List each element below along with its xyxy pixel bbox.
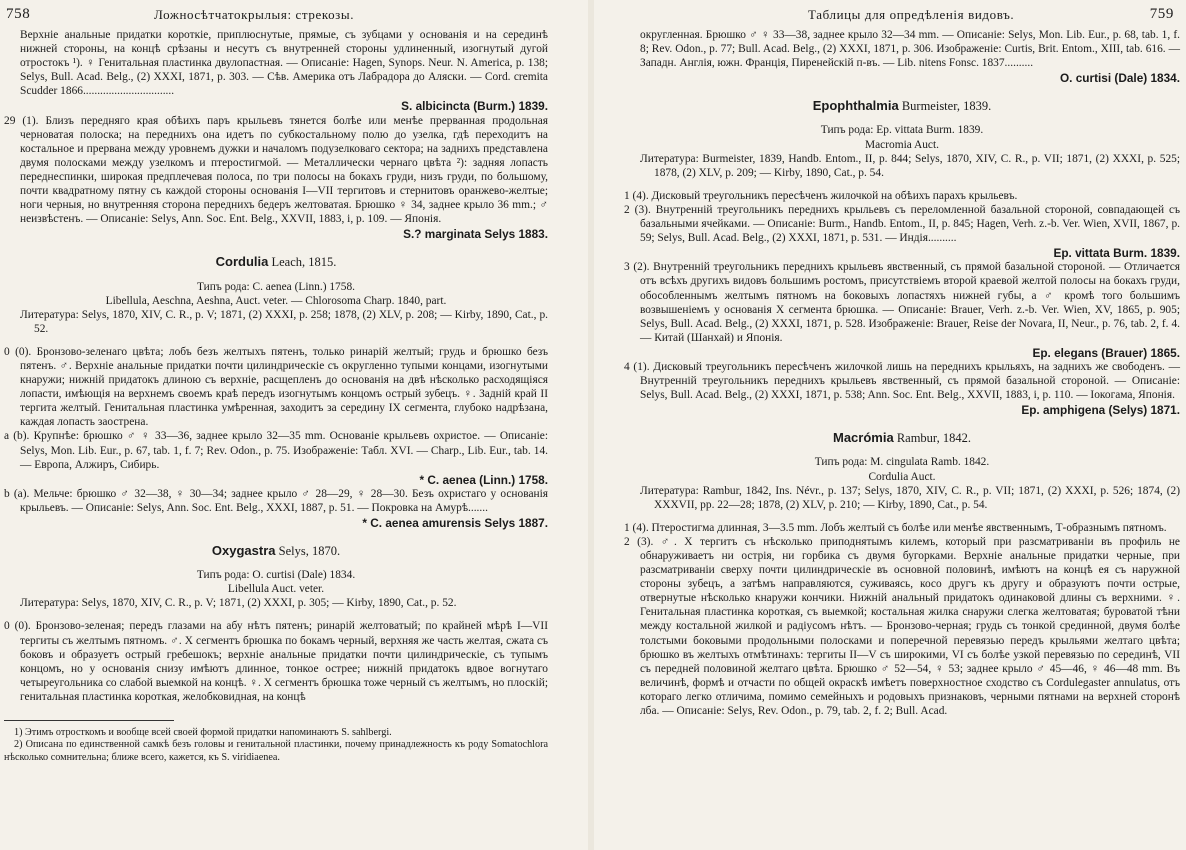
- oxygastra-curtisi-text: округленная. Брюшко ♂ ♀ 33—38, заднее крыло 32—34 mm. — Описаніе: Selys, Mon. Lib. Eur., p. 68, tab. 1, f. 8; Rev. Odon., p. 77; Bull. Acad. Belg., (2) XXXI, 1871, p. 306. Изображеніе: Curtis, Brit. Entom., XIII, tab. 616. — Западн. Англія, южн. Франція, Пиренейскій п-въ. — Lib. nitens Fonsc. 1837..........: [640, 29, 1180, 70]
- footnote-rule: [4, 720, 174, 721]
- right-page-text: [624, 28, 1180, 718]
- genus-literature: Литература: Rambur, 1842, Ins. Névr., p. 137; Selys, 1870, XIV, C. R., p. VII; 1871, (2) XXXI, p. 526; 1874, (2) XXXVII, pp. 22—28; 1878, (2) XLV, p. 210; — Kirby, 1890, Cat., p. 54.: [640, 484, 1180, 511]
- genus-synonyms: Macromia Auct.: [864, 138, 940, 151]
- genus-authority: Selys, 1870.: [278, 544, 341, 559]
- genus-name: Cordulia: [215, 254, 269, 270]
- genus-heading-oxygastra: [4, 544, 548, 558]
- species-name: S.? marginata Selys 1883.: [403, 227, 548, 242]
- genus-synonyms: Libellula, Aeschna, Aeshna, Auct. veter. — Chlorosoma Charp. 1840, part.: [105, 294, 447, 307]
- key-couplet-0: 0 (0). Бронзово-зеленаго цвѣта; лобъ безъ желтыхъ пятенъ, только ринарій желтый; грудь и брюшко безъ пятенъ. ♂. Верхніе анальные придатки почти цилиндрическіе съ округленно тупыми концами, изогнутыми кнаружи; нижній придатокъ длиною съ верхніе, расщепленъ до основанія на двѣ нѣсколько расходящіяся лопасти, имѣющія на верхнемъ своемъ краѣ передъ изогнутымъ концомъ острый зубецъ. ♀. Задній край II тергита желтый. Генитальная пластинка умѣренная, заходитъ за середину IX сегмента, глубоко надрѣзана, каждая лопасть заострена.: [4, 345, 548, 429]
- genus-authority: Leach, 1815.: [271, 255, 337, 270]
- genus-name: Macrómia: [833, 430, 894, 446]
- key-couplet-1: 1 (4). Птеростигма длинная, 3—3.5 mm. Лобъ желтый съ болѣе или менѣе явственнымъ, Т-образнымъ пятномъ.: [624, 521, 1167, 534]
- genus-authority: Rambur, 1842.: [896, 431, 971, 446]
- species-name: * C. aenea (Linn.) 1758.: [419, 472, 548, 487]
- genus-heading-epophthalmia: [624, 99, 1180, 113]
- species-name: S. albicincta (Burm.) 1839.: [401, 99, 548, 114]
- right-running-head: [624, 6, 1180, 28]
- genus-literature: Литература: Selys, 1870, XIV, C. R., p. V; 1871, (2) XXXI, p. 305; — Kirby, 1890, Cat., p. 52.: [20, 597, 457, 610]
- genus-type-line: Типъ рода: Ep. vittata Burm. 1839.: [820, 124, 984, 137]
- genus-heading-cordulia: [4, 255, 548, 269]
- genus-name: Oxygastra: [211, 543, 276, 559]
- species-name: Ep. amphigena (Selys) 1871.: [1021, 403, 1180, 418]
- somatochlora-albicincta-text: Верхніе анальные придатки короткіе, приплюснутые, прямые, съ зубцами у основанія и на серединѣ нижней стороны, на концѣ срѣзаны и несутъ съ внутренней стороны удлиненный, изогнутый дугой отростокъ ¹). ♀ Генитальная пластинка двулопастная. — Описаніе: Hagen, Synops. Neur. N. America, p. 138; Selys, Bull. Acad. Belg., (2) XXXI, 1871, p. 303. — Сѣв. Америка отъ Лабрадора до Аляски. — Cord. cremita Scudder 1866................................: [20, 29, 548, 98]
- key-couplet-oxygastra: 0 (0). Бронзово-зеленая; передъ глазами на абу нѣтъ пятенъ; ринарій желтоватый; по крайней мѣрѣ I—VII тергиты съ желтымъ пятномъ. ♂. X сегментъ брюшка по бокамъ черный, верхняя же часть желтая, сжата съ боковъ и образуетъ острый гребешокъ; верхніе анальные придатки почти цилиндрическіе, съ тупымъ концомъ, но у основанія снизу имѣютъ длинное, тонкое острее; нижній придатокъ вдвое вогнутаго четыреугольника со слабой выемкой на концѣ. ♀. X сегментъ брюшка тоже черный съ желтымъ, но плоскій; генитальная пластинка короткая, желобковидная, на концѣ: [4, 620, 548, 703]
- genus-literature: Литература: Selys, 1870, XIV, C. R., p. V; 1871, (2) XXXI, p. 258; 1878, (2) XLV, p. 208; — Kirby, 1890, Cat., p. 52.: [20, 308, 548, 335]
- key-couplet-3: 3 (2). Внутренній треугольникъ переднихъ крыльевъ явственный, съ прямой базальной стороной. — Отличается отъ всѣхъ другихъ видовъ большимъ ростомъ, присутствіемъ второй краевой желтой полосы на бокахъ груди, обособленнымъ желтымъ пятномъ на боковыхъ лопастяхъ нижней губы, а ♂ кромѣ того большимъ возвышеніемъ у основанія X сегмента брюшка. — Описаніе: Brauer, Verh. z.-b. Ver. Wien, XV, 1865, p. 905; Selys, Bull. Acad. Belg., (2) XXXI, 1871, p. 528. Изображеніе: Brauer, Reise der Novara, II, Neur., p. 76, tab. 2, f. 4. — Китай (Шанхай) и Японія.: [624, 261, 1180, 344]
- key-couplet-a: a (b). Крупнѣе: брюшко ♂ ♀ 33—36, заднее крыло 32—35 mm. Основаніе крыльевъ охристое. — Описаніе: Selys, Mon. Lib. Eur., p. 67, tab. 1, f. 7; Rev. Odon., p. 75. Изображеніе: Табл. XVI. — Charp., Lib. Eur., tab. 14. — Европа, Алжиръ, Сибирь.: [4, 430, 548, 471]
- footnote-1: 1) Этимъ отросткомъ и вообще всей своей формой придатки напоминаютъ S. sahlbergi.: [14, 727, 392, 739]
- key-couplet-2: 2 (3). ♂. X тергитъ съ нѣсколько приподнятымъ килемъ, который при разсматриваніи въ профиль не обнаруживаетъ ни острія, ни горбика съ двумя бугорками. Верхніе анальные придатки черные, при разсматриваніи сверху почти цилиндрическіе въ основной половинѣ, имѣютъ на концѣ ея съ наружной стороны зубецъ, а затѣмъ направляются, суживаясь, косо другъ къ другу и образуютъ почти острые, отвернутые нѣсколько кнаружи кончики. Нижній анальный придатокъ одинаковой длины съ верхними. ♀. Генитальная пластинка короткая, съ выемкой; костальная жилка снаружи слегка желтоватая; буроватой тѣни между костальной жилкой и радіусомъ нѣтъ. — Бронзово-черная; грудь съ тонкой срединной, двумя болѣе толстыми боковыми продольными полосками и поперечной перевязью передъ крыльями желтаго цвѣта; брюшко въ желтыхъ отмѣтинахъ: тергиты II—V съ широкими, VI съ болѣе узкой перевязью по серединѣ, VII съ передней половиной желтаго цвѣта. Брюшко ♂ 52—54, ♀ 53; заднее крыло ♂ 45—46, ♀ 46—48 mm. Въ величинѣ, формѣ и отчасти по общей окраскѣ имѣетъ поверхностное сходство съ Cordulegaster annulatus, отъ котораго легко отличима, помимо семейныхъ и родовыхъ признаковъ, черными пятнами на верхней сторонѣ лба. — Описаніе: Selys, Rev. Odon., p. 79, tab. 2, f. 2; Bull. Acad.: [624, 535, 1180, 718]
- left-page-number: 758: [6, 6, 31, 22]
- genus-type-line: Типъ рода: C. aenea (Linn.) 1758.: [196, 280, 355, 293]
- right-running-title: Таблицы для опредѣленія видовъ.: [808, 7, 1015, 22]
- genus-synonyms: Cordulia Auct.: [868, 470, 936, 483]
- species-name: Ep. vittata Burm. 1839.: [1053, 246, 1180, 261]
- genus-heading-macromia: [624, 431, 1180, 445]
- genus-type-line: Типъ рода: M. cingulata Ramb. 1842.: [814, 456, 990, 469]
- genus-name: Epophthalmia: [812, 98, 899, 114]
- species-name: O. curtisi (Dale) 1834.: [1060, 71, 1180, 86]
- left-running-head: [4, 6, 548, 28]
- right-page-number: 759: [1149, 6, 1174, 22]
- genus-type-line: Типъ рода: O. curtisi (Dale) 1834.: [196, 569, 356, 582]
- key-couplet-1: 1 (4). Дисковый треугольникъ пересѣченъ жилочкой на обѣихъ парахъ крыльевъ.: [624, 189, 1018, 202]
- key-couplet-b: b (a). Мельче: брюшко ♂ 32—38, ♀ 30—34; заднее крыло ♂ 28—29, ♀ 28—30. Безъ охристаго у основанія крыльевъ. — Описаніе: Selys, Ann. Soc. Ent. Belg., XXXI, 1887, p. 51. — Покровка на Амурѣ.......: [4, 487, 548, 514]
- footnotes: [4, 727, 548, 764]
- key-couplet-2: 2 (3). Внутренній треугольникъ переднихъ крыльевъ съ переломленной базальной стороной, совпадающей съ базальными ячейками. — Описаніе: Burm., Handb. Entom., II, p. 845; Hagen, Verh. z.-b. Ver. Wien, XVII, 1867, p. 59; Selys, Bull. Acad. Belg., (2) XXXI, 1871, p. 531. — Индія..........: [624, 203, 1180, 245]
- genus-authority: Burmeister, 1839.: [901, 99, 992, 114]
- species-name: Ep. elegans (Brauer) 1865.: [1032, 345, 1180, 360]
- left-page: [0, 0, 588, 850]
- left-page-text: [4, 28, 548, 764]
- left-running-title: Ложносѣтчатокрылыя: стрекозы.: [154, 7, 355, 22]
- genus-literature: Литература: Burmeister, 1839, Handb. Entom., II, p. 844; Selys, 1870, XIV, C. R., p. VII; 1871, (2) XXXI, p. 525; 1878, (2) XLV, p. 209; — Kirby, 1890, Cat., p. 54.: [640, 152, 1180, 179]
- key-couplet-4: 4 (1). Дисковый треугольникъ пересѣченъ жилочкой лишь на переднихъ крыльяхъ, на заднихъ же свободенъ. — Внутренній треугольникъ переднихъ крыльевъ явственный, съ прямой базальной стороной. — Описаніе: Selys, Bull. Acad. Belg., (2) XXXI, 1871, p. 538; Ann. Soc. Ent. Belg., XXVII, 1883, i, p. 110. — Іокогама, Японія.: [624, 360, 1180, 402]
- genus-synonyms: Libellula Auct. veter.: [227, 583, 325, 596]
- species-name: * C. aenea amurensis Selys 1887.: [362, 516, 548, 530]
- right-page: [594, 0, 1186, 850]
- key-couplet-29: 29 (1). Близъ передняго края обѣихъ паръ крыльевъ тянется болѣе или менѣе прерванная продольная черноватая полоска; на переднихъ она идетъ по субкостальному полю до узелка, гдѣ переходитъ на костальное и прервана между уровнемъ дужки и началомъ подузелковаго сектора; на заднихъ представлена двумя полосками между узелкомъ и птеростигмой. — Металлически чернаго цвѣта ²): задняя лопасть переднеспинки, широкая предплечевая полоса, по три полосы на бокахъ груди, низъ груди, по большому, почти квадратному пятну съ каждой стороны основанія I—VII тергитовъ и стернитовъ оранжево-желтые; ноги черныя, но внутренняя сторона переднихъ бедеръ желтоватая. Брюшко ♀ 34, заднее крыло 36 mm.; ♂ неизвѣстенъ. — Описаніе: Selys, Ann. Soc. Ent. Belg., XXVII, 1883, i, p. 109. — Японія.: [4, 114, 548, 226]
- footnote-2: 2) Описана по единственной самкѣ безъ головы и генитальной пластинки, почему принадлежность къ роду Somatochlora нѣсколько сомнительна; ближе всего, кажется, къ S. viridiaenea.: [4, 739, 548, 763]
